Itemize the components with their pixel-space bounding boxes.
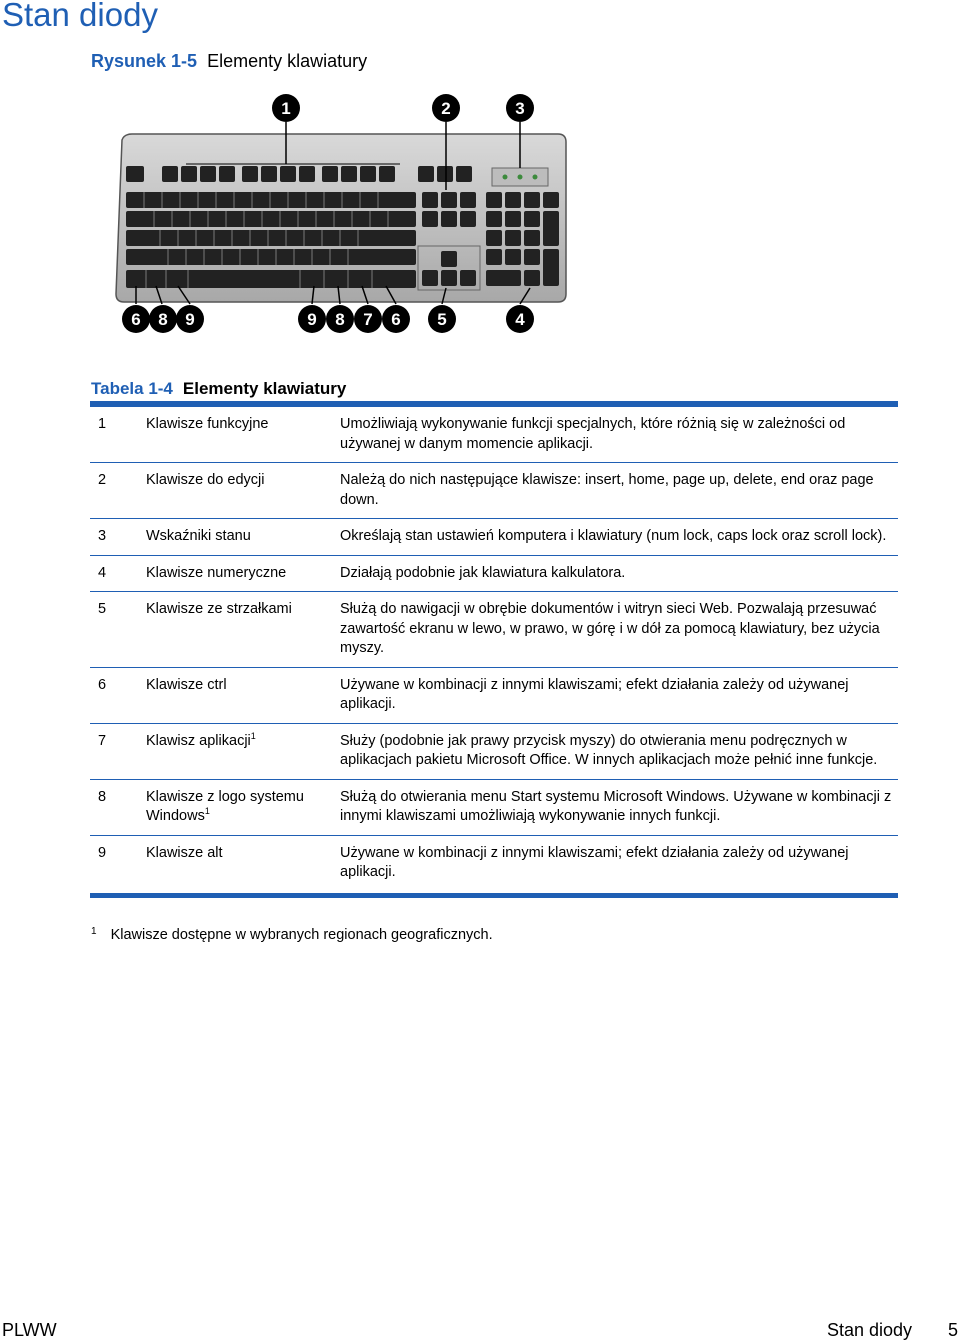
row-component-name [146,463,340,519]
page-heading: Stan diody [2,0,158,33]
callout-6-right [382,305,410,333]
svg-text:1: 1 [281,99,291,118]
row-description: Określają stan ustawień komputera i klawiatury (num lock, caps lock oraz scroll lock). [340,519,898,556]
svg-text:5: 5 [437,310,447,329]
svg-text:3: 3 [515,99,525,118]
row-number: 5 [90,592,146,668]
table-row [90,779,898,835]
component-name-text: Klawisz aplikacji [146,732,251,749]
row-number: 8 [90,779,146,835]
footnote-marker: 1 [91,926,97,937]
figure-caption [91,51,367,72]
row-description: Używane w kombinacji z innymi klawiszami; efekt działania zależy od używanej aplikacji. [340,835,898,895]
row-description: Służą do otwierania menu Start systemu Microsoft Windows. Używane w kombinacji z innymi klawiszami umożliwiają wykonywanie innych funkcji. [340,779,898,835]
row-description: Działają podobnie jak klawiatura kalkulatora. [340,555,898,592]
row-number: 7 [90,723,146,779]
row-component-name [146,667,340,723]
table-row [90,555,898,592]
row-component-name [146,555,340,592]
table-body [90,407,898,895]
svg-text:4: 4 [515,310,525,329]
figure-title: Elementy klawiatury [207,51,368,71]
component-name-text: Klawisze ctrl [146,676,227,693]
callout-8-right [326,305,354,333]
row-number: 9 [90,835,146,895]
table-row [90,835,898,895]
row-component-name [146,407,340,463]
table-row [90,723,898,779]
component-name-text: Wskaźniki stanu [146,528,251,544]
svg-text:8: 8 [158,310,168,329]
svg-text:6: 6 [131,310,141,329]
row-description: Używane w kombinacji z innymi klawiszami; efekt działania zależy od używanej aplikacji. [340,667,898,723]
component-name-text: Klawisze do edycji [146,472,265,488]
svg-text:6: 6 [391,310,401,329]
page-footer [0,1318,960,1342]
footnote-reference: 1 [250,730,256,741]
table-row [90,592,898,668]
footnote-reference: 1 [204,806,210,816]
callout-9-right [298,305,326,333]
callout-3 [506,94,534,122]
row-description: Umożliwiają wykonywanie funkcji specjalnych, które różnią się w zależności od używanej w danym momencie aplikacji. [340,407,898,463]
component-name-text: Klawisze numeryczne [146,564,287,581]
component-name-text: Klawisze z logo systemu Windows [146,788,304,824]
component-name-text: Klawisze ze strzałkami [146,601,292,617]
component-name-text: Klawisze alt [146,844,223,861]
svg-text:9: 9 [307,310,317,329]
keyboard-illustration [100,88,580,338]
row-number: 6 [90,667,146,723]
keyboard-components-table [90,401,898,898]
callout-2 [432,94,460,122]
table-caption [91,379,346,399]
svg-text:9: 9 [185,310,195,329]
footer-section-title: Stan diody [826,1320,912,1340]
svg-text:8: 8 [335,310,345,329]
figure-label: Rysunek 1-5 [91,51,198,71]
row-component-name [146,592,340,668]
table-row [90,519,898,556]
callout-8-left [149,305,177,333]
table-row [90,407,898,463]
callout-4 [506,305,534,333]
footnote-text: Klawisze dostępne w wybranych regionach geograficznych. [110,927,493,943]
callout-6-left [122,305,150,333]
table-label: Tabela 1-4 [91,379,173,398]
row-component-name [146,835,340,895]
footer-locale-code: PLWW [2,1320,57,1340]
row-component-name [146,723,340,779]
function-keys [126,166,472,182]
row-description: Służy (podobnie jak prawy przycisk myszy) do otwierania menu podręcznych w aplikacjach pakietu Microsoft Office. W innych aplikacjach może pełnić inne funkcje. [340,723,898,779]
table-row [90,463,898,519]
row-component-name [146,519,340,556]
footnote [91,926,493,943]
row-number: 2 [90,463,146,519]
table-row [90,667,898,723]
svg-text:7: 7 [363,310,373,329]
row-component-name [146,779,340,835]
callout-1 [272,94,300,122]
row-number: 1 [90,407,146,463]
component-name-text: Klawisze funkcyjne [146,416,269,432]
table-title: Elementy klawiatury [182,379,347,398]
row-number: 4 [90,555,146,592]
row-description: Służą do nawigacji w obrębie dokumentów i witryn sieci Web. Pozwalają przesuwać zawartość ekranu w lewo, w prawo, w górę i w dół za pomocą klawiatury, bez użycia myszy. [340,592,898,668]
footer-page-number: 5 [947,1320,958,1340]
callout-7 [354,305,382,333]
row-description: Należą do nich następujące klawisze: insert, home, page up, delete, end oraz page down. [340,463,898,519]
callout-5 [428,305,456,333]
row-number: 3 [90,519,146,556]
svg-text:2: 2 [441,99,451,118]
callout-9-left [176,305,204,333]
